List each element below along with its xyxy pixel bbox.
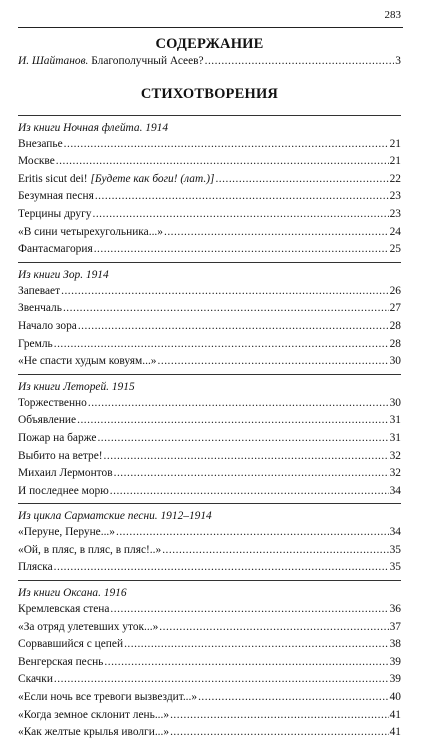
entry-page: 34 — [389, 484, 401, 497]
toc-entry — [18, 654, 401, 672]
entry-title-text: «Перуне, Перуне...» — [18, 526, 115, 539]
entry-title-text: Пляска — [18, 561, 53, 574]
entry-title-text: Пожар на барже — [18, 431, 97, 444]
leader-dots — [88, 395, 389, 413]
entry-title-text: Запевает — [18, 284, 61, 297]
toc-heading: СОДЕРЖАНИЕ — [155, 36, 264, 52]
entry-title — [18, 542, 161, 560]
entry-title-text: «Когда земное склонит лень...» — [18, 708, 170, 721]
leader-dots — [116, 524, 389, 542]
entry-page: 28 — [389, 337, 401, 350]
entry-title-text: Выбито на ветре! — [18, 449, 103, 462]
entry-title-text: Венгерская песнь — [18, 655, 104, 668]
leader-dots — [198, 689, 389, 707]
entry-title-text: «Как желтые крылья иволги...» — [18, 726, 170, 739]
toc-entry — [18, 707, 401, 725]
entry-title — [18, 448, 103, 466]
leader-dots — [158, 353, 389, 371]
entry-page: 35 — [389, 561, 401, 574]
entry-page: 22 — [389, 172, 401, 185]
toc-entry — [18, 619, 401, 637]
toc-entry — [18, 524, 401, 542]
poems-heading: СТИХОТВОРЕНИЯ — [140, 85, 279, 102]
leader-dots — [114, 465, 389, 483]
entry-title — [18, 153, 55, 171]
entry-title — [18, 136, 63, 154]
toc-section — [18, 262, 401, 371]
section-title: Из книги Леторей. 1915 — [18, 380, 135, 393]
entry-page: 40 — [389, 691, 401, 704]
entry-title-text: Eritis sicut dei! — [18, 172, 91, 185]
leader-dots — [64, 136, 389, 154]
toc-entry — [18, 136, 401, 154]
header-rule — [18, 27, 403, 28]
toc-entry — [18, 724, 401, 742]
leader-dots — [104, 448, 389, 466]
entry-page: 30 — [389, 355, 401, 368]
toc-entry — [18, 188, 401, 206]
entry-page: 39 — [389, 655, 401, 668]
toc-entry — [18, 206, 401, 224]
entry-title-text: Михаил Лермонтов — [18, 467, 113, 480]
entry-title-text: Звенчаль — [18, 302, 62, 315]
intro-entry — [18, 53, 401, 71]
intro-page: 3 — [395, 55, 401, 67]
toc-entry — [18, 636, 401, 654]
entry-title-text: Торжественно — [18, 396, 87, 409]
table-of-contents — [18, 35, 401, 742]
toc-entry — [18, 241, 401, 259]
entry-page: 28 — [389, 319, 401, 332]
entry-page: 32 — [389, 467, 401, 480]
leader-dots — [162, 542, 388, 560]
entry-title — [18, 483, 109, 501]
section-title: Из книги Зор. 1914 — [18, 268, 109, 281]
leader-dots — [159, 619, 388, 637]
section-divider — [18, 374, 401, 375]
entry-title-text: Гремль — [18, 337, 53, 350]
entry-title — [18, 671, 53, 689]
entry-page: 23 — [389, 207, 401, 220]
entry-title — [18, 224, 163, 242]
intro-entry-title — [18, 53, 204, 71]
entry-title-text: И последнее морю — [18, 484, 109, 497]
section-title: Из книги Ночная флейта. 1914 — [18, 121, 169, 134]
entry-page: 36 — [389, 603, 401, 616]
toc-section — [18, 115, 401, 259]
toc-entry — [18, 318, 401, 336]
leader-dots — [170, 707, 389, 725]
entry-title-text: Терцины другу — [18, 207, 92, 220]
entry-title-text: Начало зора — [18, 319, 77, 332]
toc-entry — [18, 559, 401, 577]
entry-title-text: Кремлевская стена — [18, 603, 110, 616]
entry-title — [18, 724, 169, 742]
section-divider — [18, 503, 401, 504]
toc-entry — [18, 224, 401, 242]
sections-list — [18, 115, 401, 742]
toc-entry — [18, 353, 401, 371]
toc-section — [18, 374, 401, 501]
entry-title — [18, 241, 93, 259]
leader-dots — [95, 188, 389, 206]
leader-dots — [170, 724, 389, 742]
entry-page: 41 — [389, 726, 401, 739]
entry-page: 38 — [389, 638, 401, 651]
entry-title — [18, 601, 109, 619]
entry-title-text: «Если ночь все тревоги вызвездит...» — [18, 691, 198, 704]
entry-page: 39 — [389, 673, 401, 686]
entry-page: 23 — [389, 190, 401, 203]
toc-entry — [18, 395, 401, 413]
entry-page: 24 — [389, 225, 401, 238]
leader-dots — [92, 206, 388, 224]
entry-title-text: Безумная песня — [18, 190, 94, 203]
leader-dots — [164, 224, 389, 242]
leader-dots — [104, 654, 388, 672]
toc-entry — [18, 542, 401, 560]
leader-dots — [54, 671, 389, 689]
entry-title — [18, 300, 62, 318]
toc-entry — [18, 283, 401, 301]
entry-title-text: Фантасмагория — [18, 243, 93, 256]
entry-title — [18, 654, 103, 672]
entry-title — [18, 465, 113, 483]
leader-dots — [54, 559, 389, 577]
entry-title-text: «За отряд улетевших уток...» — [18, 620, 159, 633]
entry-page: 25 — [389, 243, 401, 256]
entry-title — [18, 559, 53, 577]
entry-title — [18, 636, 123, 654]
entry-page: 37 — [389, 620, 401, 633]
entry-title — [18, 412, 76, 430]
toc-entry — [18, 483, 401, 501]
page-number: 283 — [384, 9, 401, 21]
toc-entry — [18, 300, 401, 318]
toc-entry — [18, 171, 401, 189]
leader-dots — [97, 430, 388, 448]
entry-page: 21 — [389, 155, 401, 168]
entry-title — [18, 188, 94, 206]
leader-dots — [94, 241, 389, 259]
entry-title-text: «Ой, в пляс, в пляс, в пляс!..» — [18, 543, 162, 556]
entry-title-text: Сорвавшийся с цепей — [18, 638, 124, 651]
leader-dots — [77, 412, 389, 430]
leader-dots — [124, 636, 389, 654]
entry-title — [18, 707, 169, 725]
entry-page: 21 — [389, 137, 401, 150]
entry-title — [18, 171, 214, 189]
toc-entry — [18, 671, 401, 689]
section-divider — [18, 262, 401, 263]
leader-dots — [54, 336, 389, 354]
toc-entry — [18, 689, 401, 707]
section-divider — [18, 580, 401, 581]
leader-dots — [61, 283, 389, 301]
entry-title — [18, 524, 115, 542]
entry-page: 31 — [389, 414, 401, 427]
entry-title-text: Объявление — [18, 414, 77, 427]
entry-page: 34 — [389, 526, 401, 539]
entry-title — [18, 353, 157, 371]
entry-title-note: [Будете как боги! (лат.)] — [90, 172, 215, 185]
entry-title — [18, 689, 197, 707]
intro-author: И. Шайтанов. — [18, 55, 89, 67]
toc-entry — [18, 430, 401, 448]
toc-entry — [18, 153, 401, 171]
toc-entry — [18, 465, 401, 483]
entry-page: 35 — [389, 543, 401, 556]
entry-title — [18, 336, 53, 354]
leader-dots — [215, 171, 388, 189]
entry-page: 26 — [389, 284, 401, 297]
entry-page: 41 — [389, 708, 401, 721]
entry-page: 30 — [389, 396, 401, 409]
leader-dots — [78, 318, 389, 336]
leader-dots — [205, 53, 395, 71]
toc-entry — [18, 601, 401, 619]
entry-title — [18, 318, 77, 336]
toc-entry — [18, 336, 401, 354]
entry-page: 32 — [389, 449, 401, 462]
entry-title — [18, 206, 91, 224]
leader-dots — [110, 483, 389, 501]
entry-title-text: «Не спасти худым ковуям...» — [18, 355, 157, 368]
toc-entry — [18, 412, 401, 430]
entry-title-text: «В сини четырехугольника...» — [18, 225, 163, 238]
entry-title-text: Москве — [18, 155, 55, 168]
leader-dots — [110, 601, 388, 619]
section-title: Из цикла Сарматские песни. 1912–1914 — [18, 510, 212, 523]
entry-title — [18, 619, 158, 637]
toc-section — [18, 503, 401, 577]
toc-section — [18, 580, 401, 742]
section-title: Из книги Оксана. 1916 — [18, 587, 127, 600]
entry-page: 27 — [389, 302, 401, 315]
entry-title-text: Скачки — [18, 673, 53, 686]
entry-title — [18, 395, 87, 413]
entry-title-text: Внезапье — [18, 137, 63, 150]
intro-title: Благополучный Асеев? — [88, 55, 204, 67]
entry-page: 31 — [389, 431, 401, 444]
entry-title — [18, 283, 60, 301]
entry-title — [18, 430, 96, 448]
leader-dots — [63, 300, 389, 318]
leader-dots — [56, 153, 389, 171]
toc-entry — [18, 448, 401, 466]
section-divider — [18, 115, 401, 116]
